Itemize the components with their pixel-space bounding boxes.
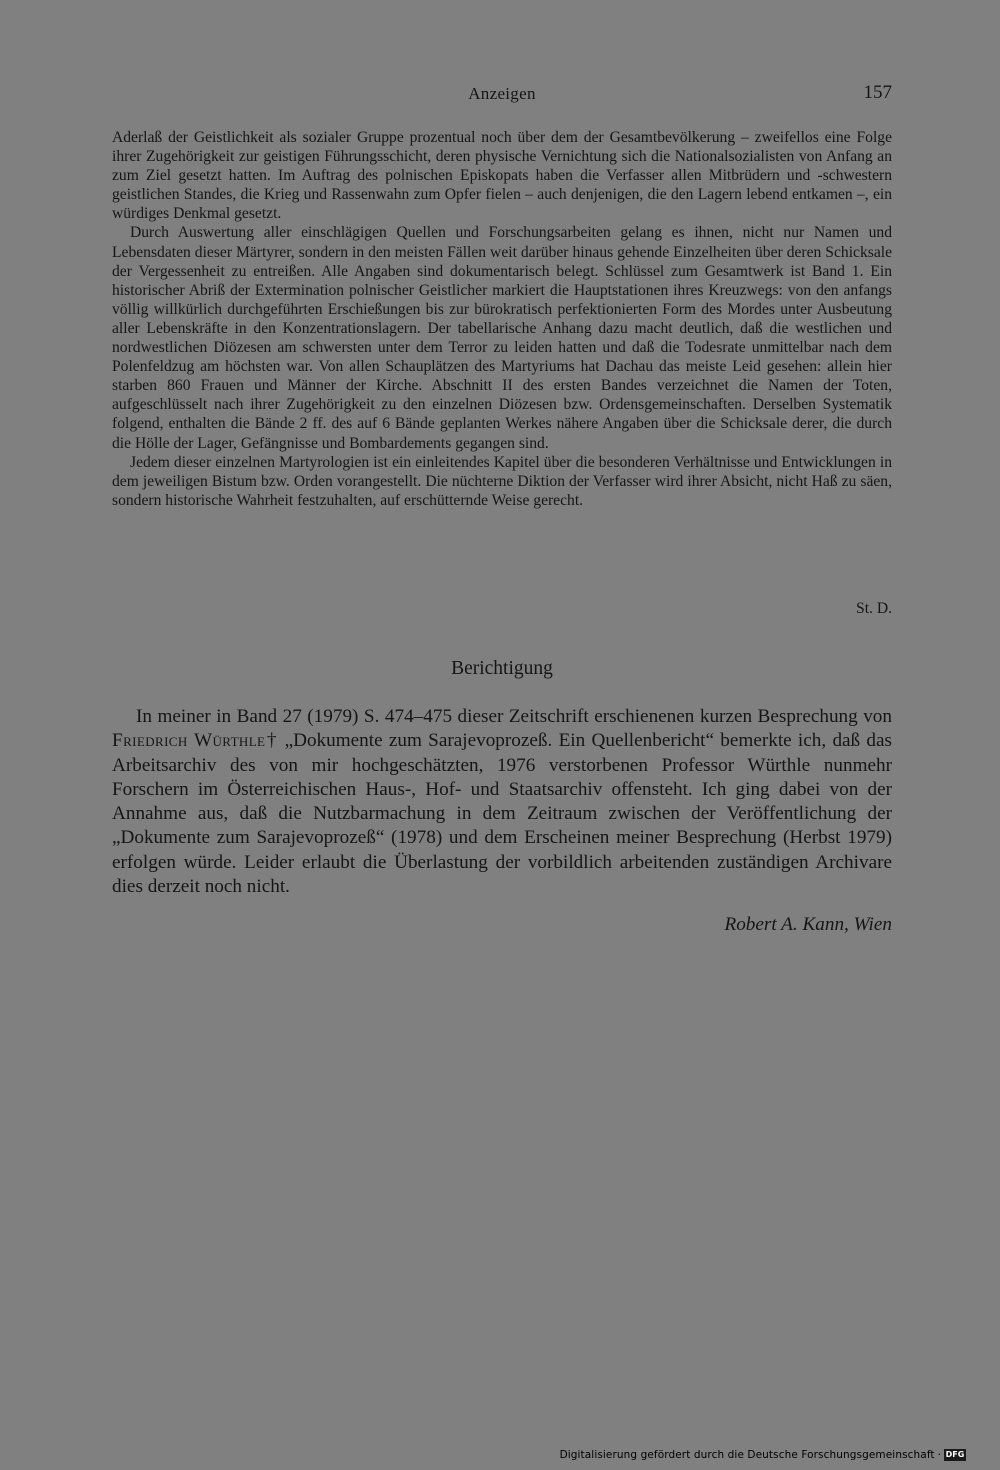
footer-separator: ·: [937, 1449, 941, 1461]
page-number: 157: [863, 82, 892, 103]
review-text: [112, 128, 892, 510]
correction-text-after: „Dokumente zum Sarajevoprozeß. Ein Quellenbericht“ bemerkte ich, daß das Arbeitsarchiv des von mir hochgeschätzten, 1976 verstorbenen Professor Würthle nunmehr Forschern im Österreichischen Haus-, Hof- und Staatsarchiv offensteht. Ich ging dabei von der Annahme aus, daß die Nutzbarmachung in dem Zeitraum zwischen der Veröffentlichung der „Dokumente zum Sarajevoprozeß“ (1978) und dem Erscheinen meiner Besprechung (Herbst 1979) erfolgen würde. Leider erlaubt die Überlastung der vorbildlich arbeitenden zuständigen Archivare dies derzeit noch nicht.: [112, 730, 892, 898]
running-title: Anzeigen: [468, 84, 536, 103]
running-header: [112, 84, 892, 108]
review-signature: St. D.: [856, 600, 892, 617]
review-paragraph: Durch Auswertung aller einschlägigen Quellen und Forschungsarbeiten gelang es ihnen, nicht nur Namen und Lebensdaten dieser Märtyrer, sondern in den meisten Fällen weit darüber hinaus gehende Einzelheiten über deren Schicksale der Vergessenheit zu entreißen. Alle Angaben sind dokumentarisch belegt. Schlüssel zum Gesamtwerk ist Band 1. Ein historischer Abriß der Extermination polnischer Geistlicher markiert die Hauptstationen ihres Kreuzwegs: von den anfangs völlig willkürlich durchgeführten Erschießungen bis zur bürokratisch perfektionierten Form des Mordes unter Ausbeutung aller Lebenskräfte in den Konzentrationslagern. Der tabellarische Anhang dazu macht deutlich, daß die westlichen und nordwestlichen Diözesen am schwersten unter dem Terror zu leiden hatten und daß die Todesrate unmittelbar nach dem Polenfeldzug am höchsten war. Von allen Schauplätzen des Martyriums hat Dachau das meiste Leid gesehen: allein hier starben 860 Frauen und Männer der Kirche. Abschnitt II des ersten Bandes verzeichnet die Namen der Toten, aufgeschlüsselt nach ihrer Zugehörigkeit zu den einzelnen Diözesen bzw. Ordensgemeinschaften. Derselben Systematik folgend, enthalten die Bände 2 ff. des auf 6 Bände geplanten Werkes nähere Angaben über die Schicksale derer, die durch die Hölle der Lager, Gefängnisse und Bombardements gegangen sind.: [112, 224, 892, 452]
correction-paragraph: [112, 705, 892, 899]
section-title: Berichtigung: [451, 658, 553, 679]
author-name: Friedrich Würthle†: [112, 730, 279, 752]
dfg-logo-icon: DFG: [945, 1450, 965, 1459]
correction-text-before: In meiner in Band 27 (1979) S. 474–475 dieser Zeitschrift erschienenen kurzen Besprechung von: [136, 706, 892, 727]
funding-note: Digitalisierung gefördert durch die Deutsche Forschungsgemeinschaft: [559, 1449, 935, 1461]
review-paragraph: Jedem dieser einzelnen Martyrologien ist ein einleitendes Kapitel über die besonderen Verhältnisse und Entwicklungen in dem jeweiligen Bistum bzw. Orden vorangestellt. Die nüchterne Diktion der Verfasser wird ihrer Absicht, nicht Haß zu säen, sondern historische Wahrheit festzuhalten, auf erschütternde Weise gerecht.: [112, 453, 892, 509]
correction-signature: Robert A. Kann, Wien: [724, 914, 892, 935]
correction-text: [112, 705, 892, 899]
review-paragraph: Aderlaß der Geistlichkeit als sozialer Gruppe prozentual noch über dem der Gesamtbevölkerung – zweifellos eine Folge ihrer Zugehörigkeit zur geistigen Führungsschicht, deren physische Vernichtung sich die Nationalsozialisten von Anfang an zum Ziel gesetzt hatten. Im Auftrag des polnischen Episkopats haben die Verfasser allen Mitbrüdern und -schwestern geistlichen Standes, die Krieg und Rassenwahn zum Opfer fielen – auch denjenigen, die den Lagern lebend entkamen –, ein würdiges Denkmal gesetzt.: [112, 129, 892, 223]
digitization-footer: [560, 1448, 966, 1462]
